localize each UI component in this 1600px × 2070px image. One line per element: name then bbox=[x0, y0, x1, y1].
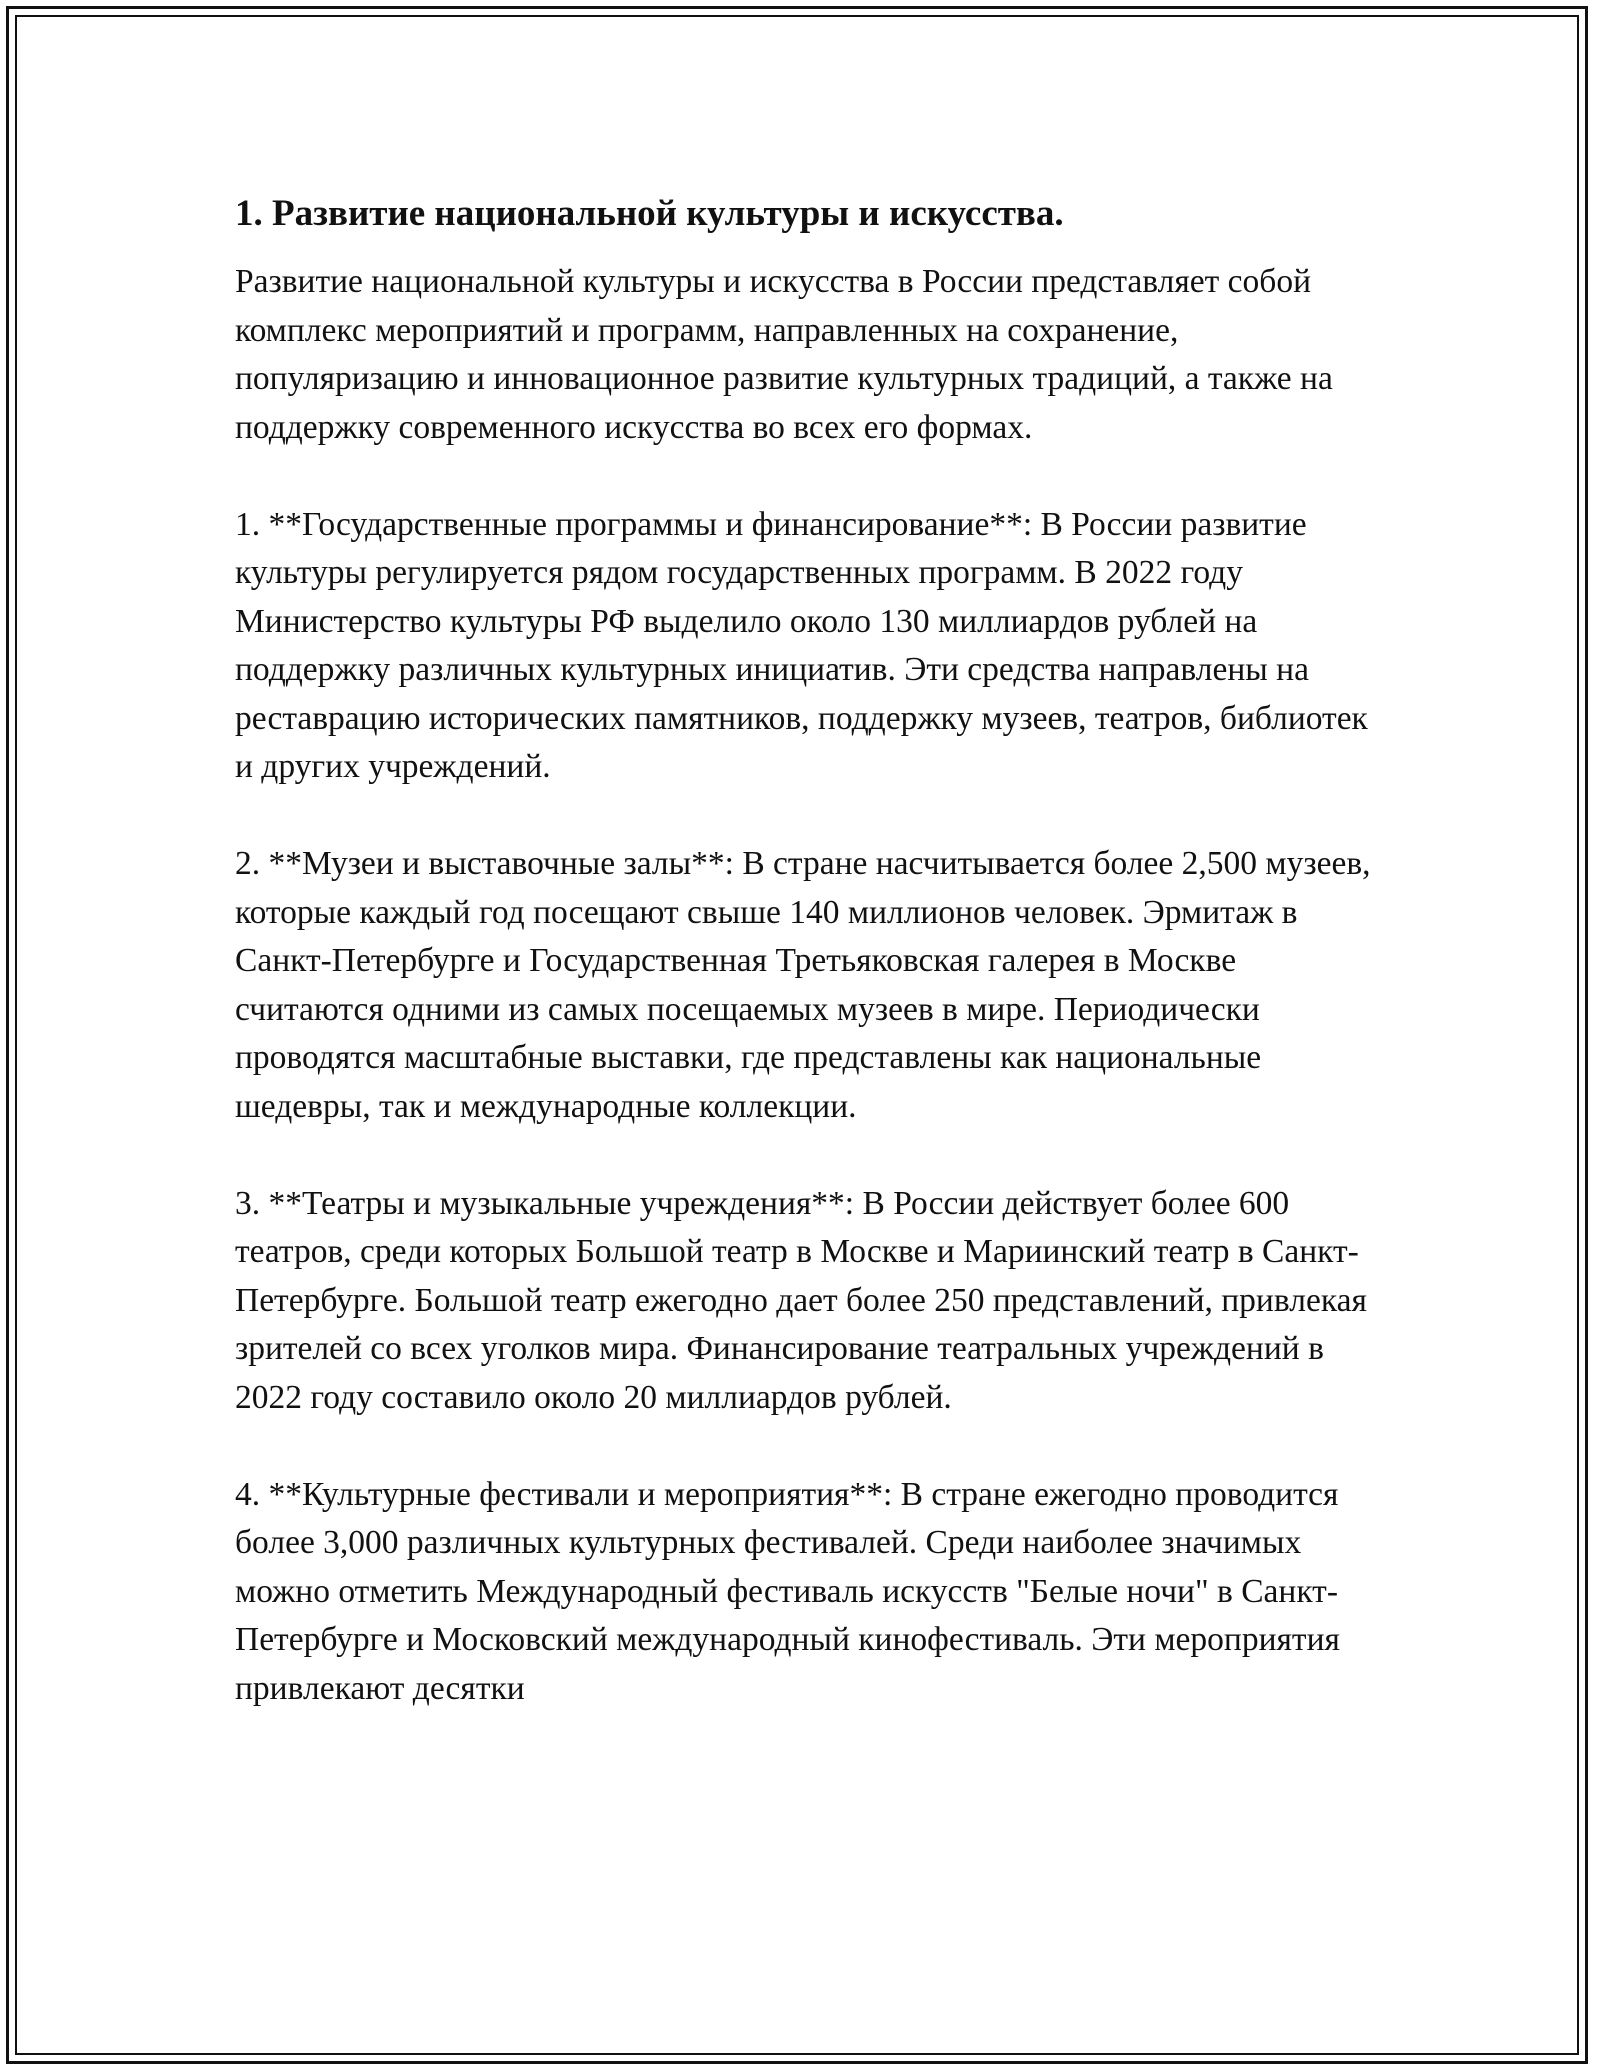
paragraph-state-programs: 1. **Государственные программы и финансирование**: В России развитие культуры регулируется рядом государственных программ. В 2022 году Министерство культуры РФ выделило около 130 миллиардов рублей на поддержку различных культурных инициатив. Эти средства направлены на реставрацию исторических памятников, поддержку музеев, театров, библиотек и других учреждений. bbox=[235, 505, 1368, 785]
paragraph-festivals: 4. **Культурные фестивали и мероприятия**: В стране ежегодно проводится более 3,000 различных культурных фестивалей. Среди наиболее значимых можно отметить Международный фестиваль искусств "Белые ночи" в Санкт-Петербурге и Московский международный кинофестиваль. Эти мероприятия привлекают десятки bbox=[235, 1475, 1340, 1707]
paragraph-museums: 2. **Музеи и выставочные залы**: В стране насчитывается более 2,500 музеев, которые каждый год посещают свыше 140 миллионов человек. Эрмитаж в Санкт-Петербурге и Государственная Третьяковская галерея в Москве считаются одними из самых посещаемых музеев в мире. Периодически проводятся масштабные выставки, где представлены как национальные шедевры, так и международные коллекции. bbox=[235, 845, 1371, 1125]
section-heading: 1. Развитие национальной культуры и искусства. bbox=[235, 193, 1064, 234]
paragraph-theatres: 3. **Театры и музыкальные учреждения**: В России действует более 600 театров, среди которых Большой театр в Москве и Мариинский театр в Санкт-Петербурге. Большой театр ежегодно дает более 250 представлений, привлекая зрителей со всех уголков мира. Финансирование театральных учреждений в 2022 году составило около 20 миллиардов рублей. bbox=[235, 1184, 1367, 1416]
intro-paragraph: Развитие национальной культуры и искусства в России представляет собой комплекс мероприятий и программ, направленных на сохранение, популяризацию и инновационное развитие культурных традиций, а также на поддержку современного искусства во всех его формах. bbox=[235, 263, 1333, 446]
document-body bbox=[235, 188, 1375, 1762]
